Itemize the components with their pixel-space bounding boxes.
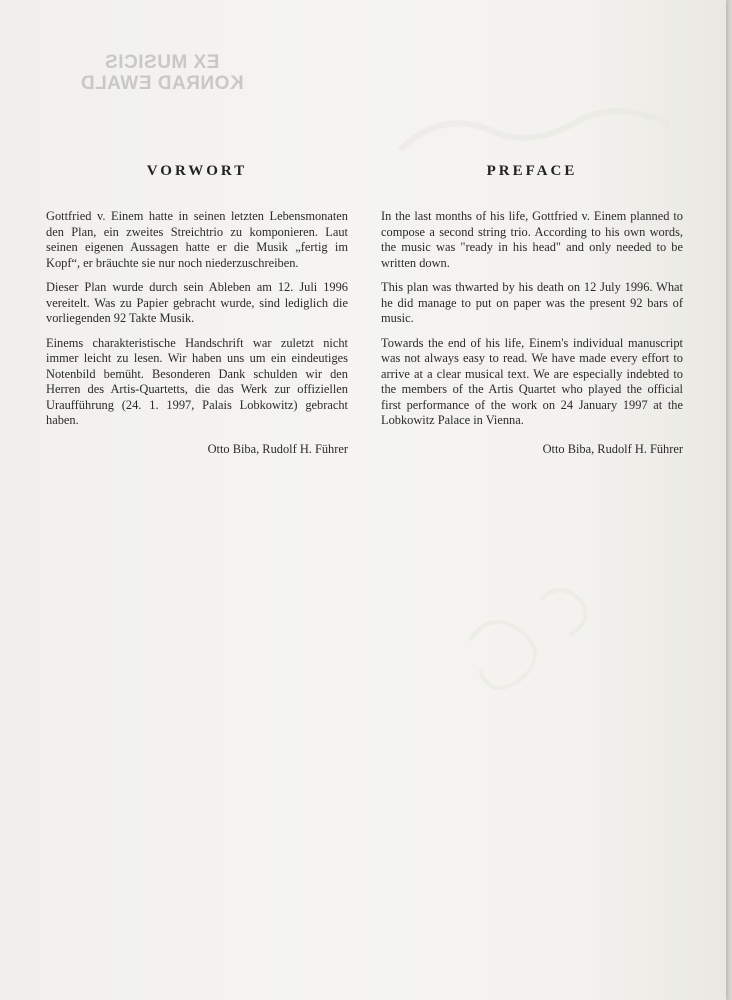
german-paragraph-3: Einems charakteristische Handschrift war zuletzt nicht immer leicht zu lesen. Wir haben uns um ein eindeutiges Notenbild bemüht. Besonderen Dank schulden wir den Herren des Artis-Quartetts, die das Werk zur offiziellen Uraufführung (24. 1. 1997, Palais Lobkowitz) gebracht haben.: [46, 335, 348, 427]
english-preface-column: [381, 160, 683, 457]
english-heading: PREFACE: [486, 163, 578, 179]
german-paragraph-1: Gottfried v. Einem hatte in seinen letzten Lebensmonaten den Plan, ein zweites Streichtrio zu komponieren. Laut seinen eigenen Aussagen hatte er die Musik „fertig im Kopf“, er bräuchte sie nur noch niederzuschreiben.: [46, 209, 348, 270]
stamp-line-1: EX MUSICIS: [104, 52, 220, 73]
ownership-stamp: [62, 52, 262, 94]
english-signature: Otto Biba, Rudolf H. Führer: [542, 441, 683, 456]
german-heading: VORWORT: [146, 163, 248, 179]
german-signature: Otto Biba, Rudolf H. Führer: [207, 441, 348, 456]
english-paragraph-2: This plan was thwarted by his death on 12 July 1996. What he did manage to put on paper was the present 92 bars of music.: [381, 280, 683, 325]
german-paragraph-2: Dieser Plan wurde durch sein Ableben am 12. Juli 1996 vereitelt. Was zu Papier gebracht wurde, sind lediglich die vorliegenden 92 Takte Musik.: [46, 280, 348, 325]
german-preface-column: [46, 160, 348, 457]
stamp-line-2: KONRAD EWALD: [80, 73, 244, 94]
english-paragraph-1: In the last months of his life, Gottfried v. Einem planned to compose a second string trio. According to his own words, the music was "ready in his head" and only needed to be written down.: [381, 209, 683, 270]
english-paragraph-3: Towards the end of his life, Einem's individual manuscript was not always easy to read. We have made every effort to arrive at a clear musical text. We are especially indebted to the members of the Artis Quartet who played the official first performance of the work on 24 January 1997 at the Lobkowitz Palace in Vienna.: [381, 335, 683, 427]
